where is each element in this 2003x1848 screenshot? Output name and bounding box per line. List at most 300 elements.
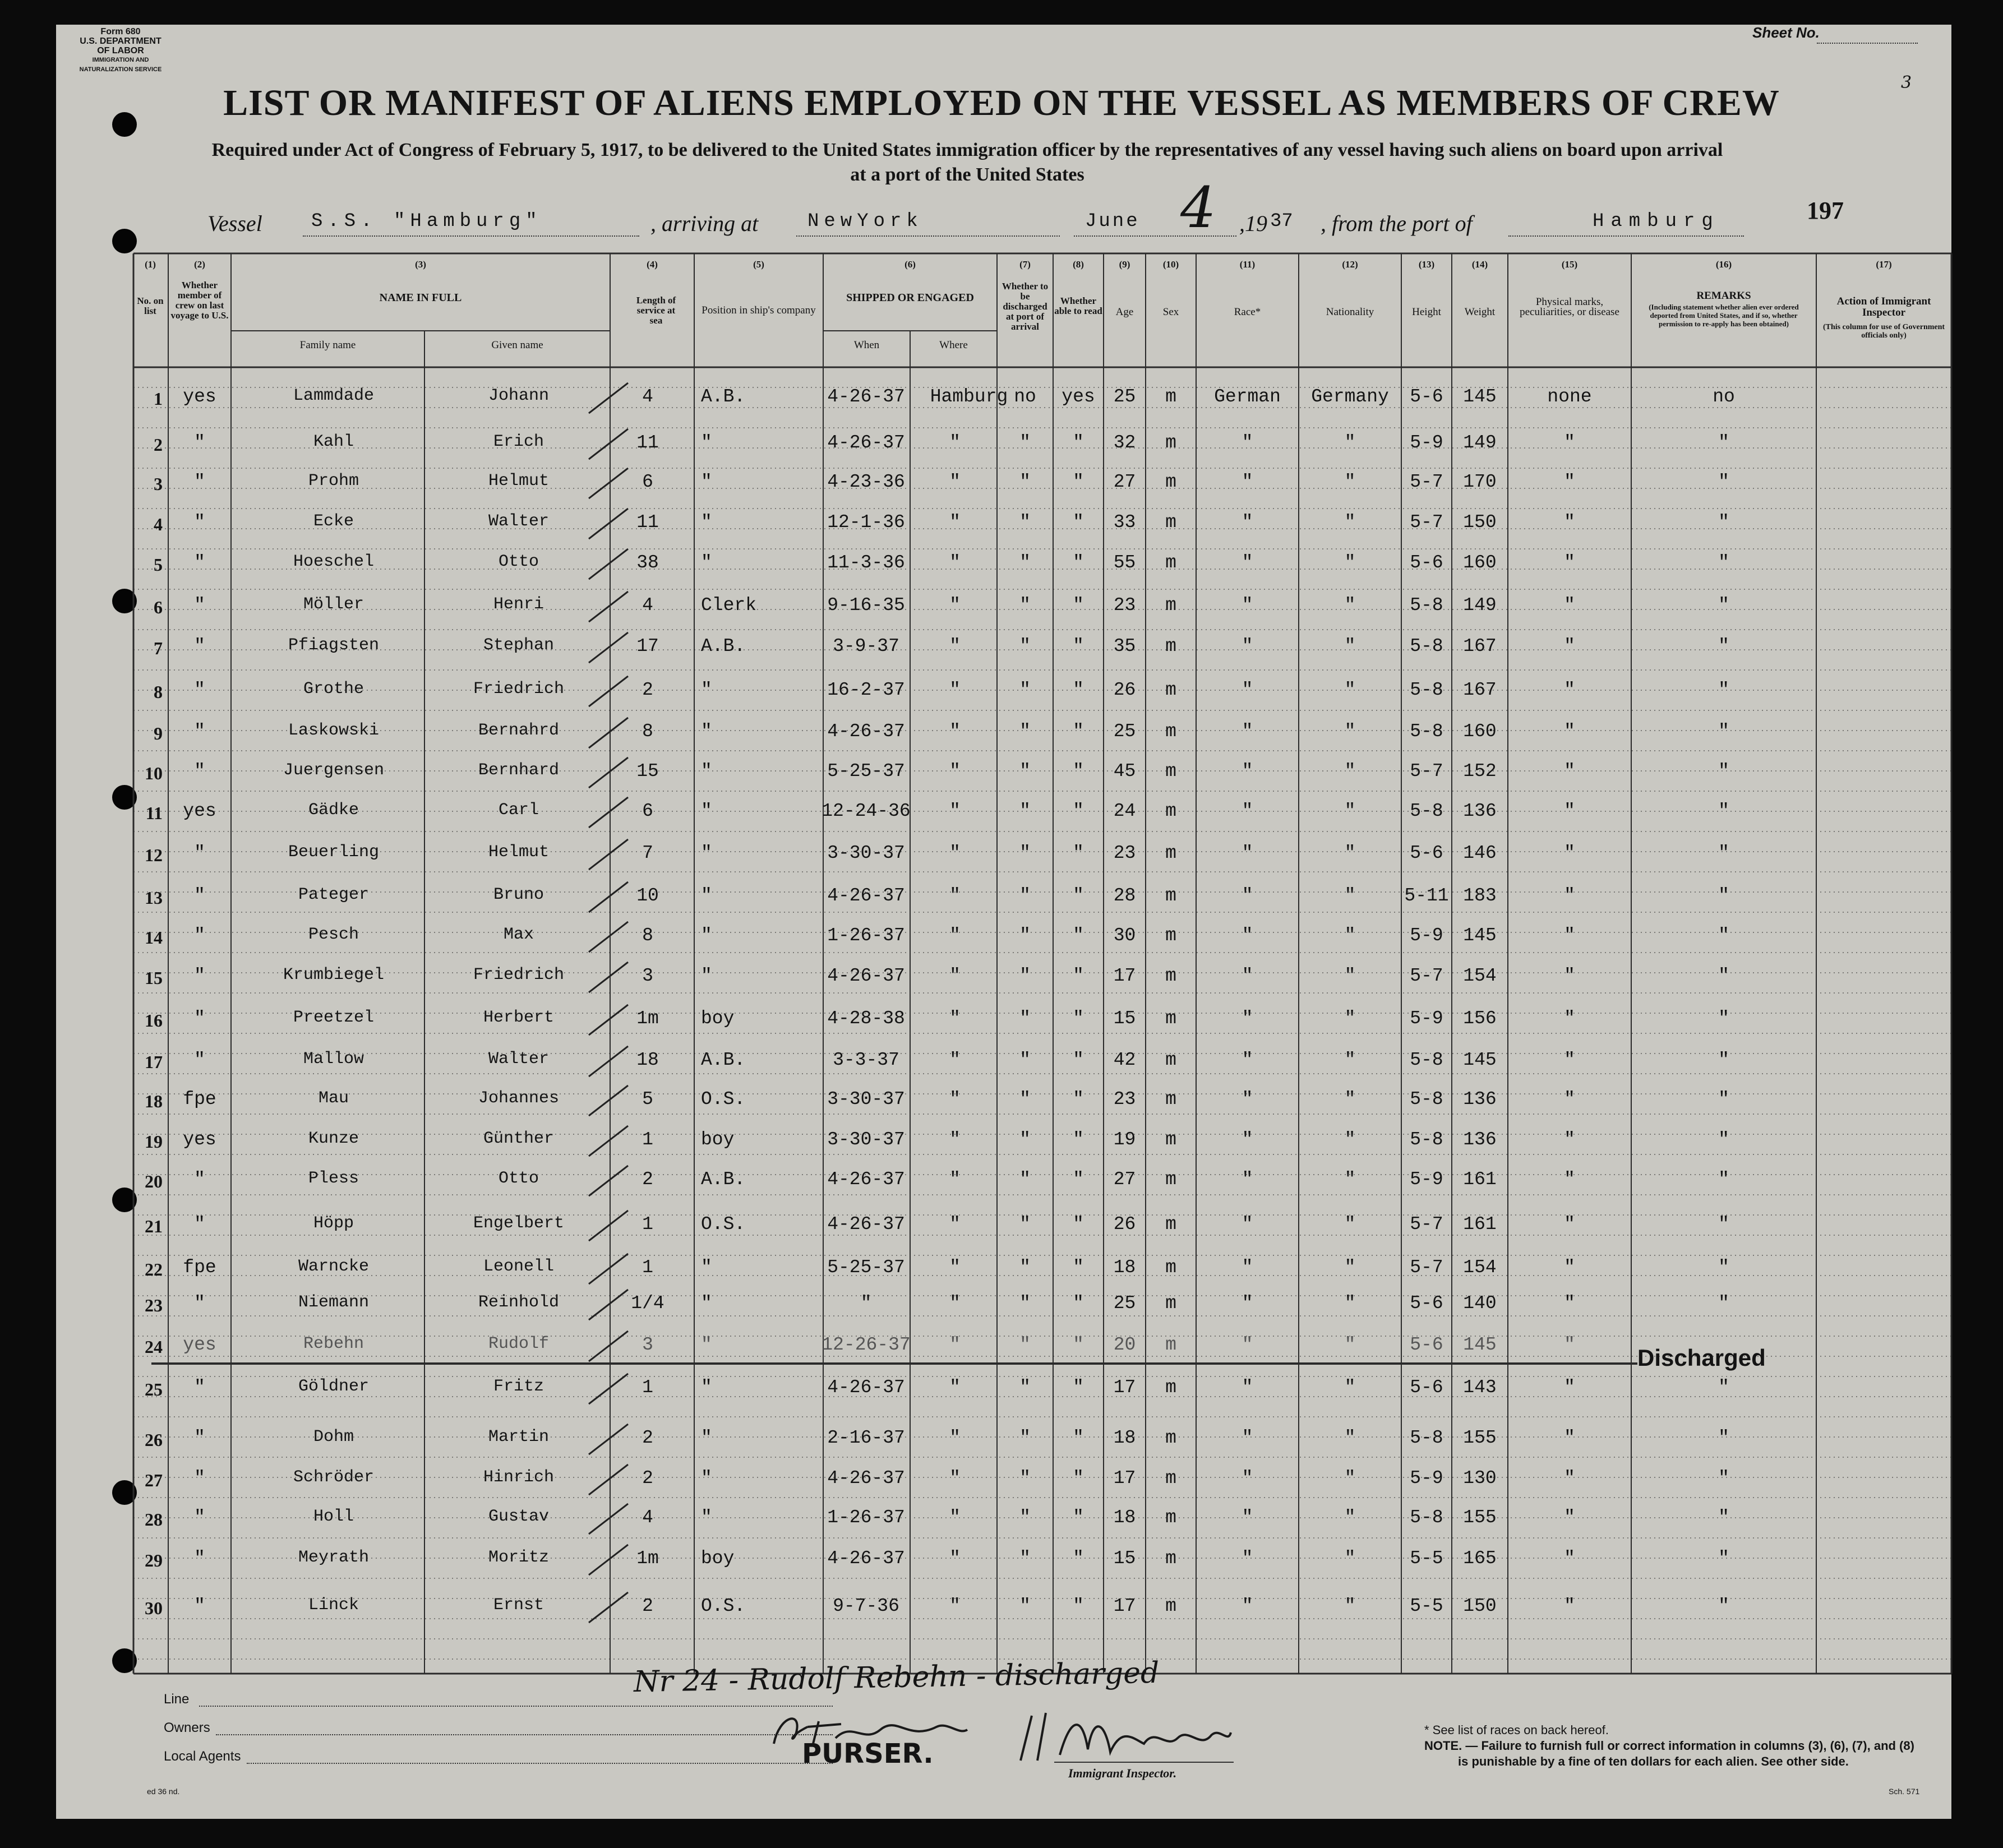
- col8-number: (8): [1073, 259, 1084, 270]
- given-name: Max: [503, 925, 534, 944]
- shipped-where: ": [949, 801, 961, 821]
- height: 5-8: [1410, 1129, 1443, 1150]
- weight: 165: [1463, 1548, 1497, 1569]
- given-name: Rudolf: [488, 1334, 550, 1353]
- weight: 161: [1463, 1214, 1497, 1235]
- age: 26: [1113, 680, 1136, 700]
- service-length: 1: [642, 1377, 653, 1398]
- age: 17: [1113, 1468, 1136, 1489]
- given-name: Stephan: [483, 636, 555, 655]
- given-name: Engelbert: [473, 1214, 565, 1233]
- col3-family-header: Family name: [299, 339, 356, 351]
- height: 5-8: [1410, 1507, 1443, 1528]
- age: 32: [1113, 432, 1136, 453]
- physical-marks: ": [1564, 1214, 1575, 1235]
- position: ": [701, 1507, 712, 1528]
- able-to-read: ": [1073, 965, 1084, 986]
- height: 5-9: [1410, 1008, 1443, 1029]
- col3-given-header: Given name: [491, 339, 543, 351]
- able-to-read: ": [1073, 1257, 1084, 1278]
- shipped-when: 2-16-37: [827, 1427, 905, 1448]
- age: 17: [1113, 1596, 1136, 1616]
- col17-number: (17): [1876, 259, 1892, 270]
- height: 5-8: [1410, 1050, 1443, 1070]
- age: 15: [1113, 1008, 1136, 1029]
- position: ": [701, 925, 712, 946]
- shipped-where: ": [949, 721, 961, 742]
- able-to-read: ": [1073, 1293, 1084, 1314]
- age: 18: [1113, 1427, 1136, 1448]
- weight: 155: [1463, 1507, 1497, 1528]
- able-to-read: ": [1073, 1468, 1084, 1489]
- position: ": [701, 680, 712, 700]
- race: ": [1242, 1334, 1253, 1355]
- position: ": [701, 1334, 712, 1355]
- position: ": [701, 552, 712, 573]
- purser-signature: [768, 1704, 970, 1755]
- shipped-where: ": [949, 1334, 961, 1355]
- service: IMMIGRATION AND NATURALIZATION SERVICE: [79, 57, 162, 73]
- col9-header: Age: [1115, 306, 1134, 318]
- given-name: Friedrich: [473, 680, 565, 699]
- given-name: Helmut: [488, 472, 550, 491]
- remarks: ": [1718, 432, 1729, 453]
- race: ": [1242, 721, 1253, 742]
- physical-marks: ": [1564, 1377, 1575, 1398]
- age: 35: [1113, 636, 1136, 657]
- shipped-when: 4-26-37: [827, 1468, 905, 1489]
- physical-marks: ": [1564, 472, 1575, 492]
- height: 5-8: [1410, 1427, 1443, 1448]
- position: ": [701, 512, 712, 533]
- position: ": [701, 1427, 712, 1448]
- able-to-read: ": [1073, 1169, 1084, 1190]
- from-port-dotted-line: [1508, 235, 1744, 237]
- height: 5-9: [1410, 1169, 1443, 1190]
- family-name: Kahl: [313, 432, 354, 451]
- shipped-where: ": [949, 1050, 961, 1070]
- weight: 149: [1463, 432, 1497, 453]
- age: 25: [1113, 386, 1136, 407]
- row-number: 20: [145, 1171, 163, 1191]
- weight: 136: [1463, 1089, 1497, 1110]
- weight: 170: [1463, 472, 1497, 492]
- shipped-when: 4-26-37: [827, 965, 905, 986]
- nationality: ": [1344, 1334, 1356, 1355]
- weight: 160: [1463, 721, 1497, 742]
- to-be-discharged: ": [1019, 1214, 1031, 1235]
- position: A.B.: [701, 636, 746, 657]
- able-to-read: yes: [1062, 386, 1095, 407]
- race: ": [1242, 636, 1253, 657]
- height: 5-6: [1410, 1377, 1443, 1398]
- inspector-line: [1054, 1762, 1234, 1763]
- remarks: ": [1718, 761, 1729, 782]
- sheet-number-value: 3: [1901, 73, 1912, 93]
- height: 5-7: [1410, 965, 1443, 986]
- remarks: ": [1718, 1427, 1729, 1448]
- shipped-where: ": [949, 1169, 961, 1190]
- to-be-discharged: ": [1019, 1427, 1031, 1448]
- to-be-discharged: ": [1019, 885, 1031, 906]
- able-to-read: ": [1073, 472, 1084, 492]
- position: ": [701, 843, 712, 863]
- crew-on-last-voyage: ": [194, 761, 205, 782]
- to-be-discharged: ": [1019, 1050, 1031, 1070]
- height: 5-9: [1410, 925, 1443, 946]
- race: ": [1242, 1050, 1253, 1070]
- remarks: ": [1718, 1468, 1729, 1489]
- nationality: ": [1344, 1050, 1356, 1070]
- nationality: ": [1344, 1427, 1356, 1448]
- row-number: 29: [145, 1550, 163, 1570]
- race: ": [1242, 432, 1253, 453]
- remarks: ": [1718, 1293, 1729, 1314]
- shipped-when: 12-26-37: [821, 1334, 911, 1355]
- physical-marks: ": [1564, 1427, 1575, 1448]
- able-to-read: ": [1073, 721, 1084, 742]
- nationality: ": [1344, 885, 1356, 906]
- crew-on-last-voyage: ": [194, 1214, 205, 1235]
- given-name: Erich: [493, 432, 544, 451]
- year-prefix: ,19: [1239, 211, 1267, 236]
- position: A.B.: [701, 1169, 746, 1190]
- purser-label: PURSER.: [802, 1738, 934, 1770]
- to-be-discharged: ": [1019, 512, 1031, 533]
- shipped-where: ": [949, 1427, 961, 1448]
- weight: 136: [1463, 801, 1497, 821]
- crew-on-last-voyage: yes: [183, 1334, 216, 1355]
- weight: 156: [1463, 1008, 1497, 1029]
- sex: m: [1165, 843, 1176, 863]
- physical-marks: ": [1564, 843, 1575, 863]
- able-to-read: ": [1073, 1507, 1084, 1528]
- given-name: Johannes: [478, 1089, 560, 1108]
- age: 25: [1113, 721, 1136, 742]
- col13-number: (13): [1418, 259, 1435, 270]
- weight: 145: [1463, 1334, 1497, 1355]
- shipped-where: ": [949, 512, 961, 533]
- sex: m: [1165, 965, 1176, 986]
- remarks: no: [1713, 386, 1735, 407]
- weight: 167: [1463, 680, 1497, 700]
- age: 23: [1113, 1089, 1136, 1110]
- crew-on-last-voyage: ": [194, 512, 205, 533]
- service-length: 7: [642, 843, 653, 863]
- age: 33: [1113, 512, 1136, 533]
- able-to-read: ": [1073, 512, 1084, 533]
- shipped-where: ": [949, 1257, 961, 1278]
- age: 25: [1113, 1293, 1136, 1314]
- sex: m: [1165, 1507, 1176, 1528]
- to-be-discharged: ": [1019, 721, 1031, 742]
- col2-header: Whether member of crew on last voyage to U.S.: [170, 280, 229, 321]
- nationality: ": [1344, 1468, 1356, 1489]
- service-length: 1: [642, 1257, 653, 1278]
- shipped-when: 4-26-37: [827, 432, 905, 453]
- sex: m: [1165, 925, 1176, 946]
- shipped-when: 4-26-37: [827, 1169, 905, 1190]
- row-number: 17: [145, 1052, 163, 1072]
- physical-marks: ": [1564, 595, 1575, 616]
- remarks: ": [1718, 1214, 1729, 1235]
- position: ": [701, 721, 712, 742]
- subtitle-line-1: Required under Act of Congress of February 5, 1917, to be delivered to the United States immigration officer by the representatives of any vessel having such aliens on board upon arrival: [211, 140, 1723, 160]
- shipped-where: ": [949, 432, 961, 453]
- height: 5-8: [1410, 636, 1443, 657]
- height: 5-8: [1410, 721, 1443, 742]
- given-name: Carl: [498, 801, 539, 820]
- able-to-read: ": [1073, 1214, 1084, 1235]
- crew-on-last-voyage: yes: [183, 801, 216, 821]
- row-number: 2: [154, 435, 163, 455]
- nationality: ": [1344, 1129, 1356, 1150]
- height: 5-7: [1410, 761, 1443, 782]
- able-to-read: ": [1073, 1089, 1084, 1110]
- crew-on-last-voyage: ": [194, 595, 205, 616]
- to-be-discharged: ": [1019, 761, 1031, 782]
- col7-header: Whether to be discharged at port of arrival: [1002, 281, 1049, 332]
- given-name: Herbert: [483, 1008, 555, 1027]
- to-be-discharged: ": [1019, 801, 1031, 821]
- physical-marks: ": [1564, 801, 1575, 821]
- to-be-discharged: ": [1019, 965, 1031, 986]
- service-length: 2: [642, 1427, 653, 1448]
- remarks: ": [1718, 1596, 1729, 1616]
- service-length: 18: [636, 1050, 659, 1070]
- race: German: [1214, 386, 1281, 407]
- race: ": [1242, 512, 1253, 533]
- given-name: Fritz: [493, 1377, 544, 1396]
- sex: m: [1165, 1293, 1176, 1314]
- able-to-read: ": [1073, 1050, 1084, 1070]
- crew-on-last-voyage: ": [194, 552, 205, 573]
- shipped-when: 4-23-36: [827, 472, 905, 492]
- race: ": [1242, 472, 1253, 492]
- position: ": [701, 472, 712, 492]
- col5-header: Position in ship's company: [701, 304, 816, 316]
- shipped-where: ": [949, 595, 961, 616]
- shipped-when: 9-7-36: [833, 1596, 899, 1616]
- physical-marks: ": [1564, 1089, 1575, 1110]
- given-name: Otto: [498, 1169, 539, 1188]
- physical-marks: ": [1564, 512, 1575, 533]
- row-number: 12: [145, 845, 163, 865]
- crew-on-last-voyage: ": [194, 965, 205, 986]
- col9-number: (9): [1119, 259, 1130, 270]
- nationality: ": [1344, 1169, 1356, 1190]
- family-name: Preetzel: [293, 1008, 375, 1027]
- weight: 155: [1463, 1427, 1497, 1448]
- able-to-read: ": [1073, 680, 1084, 700]
- row-number: 5: [154, 555, 163, 575]
- shipped-where: ": [949, 1377, 961, 1398]
- manifest-subtitle: [90, 138, 1845, 187]
- race: ": [1242, 680, 1253, 700]
- able-to-read: ": [1073, 1008, 1084, 1029]
- sheet-number-label: Sheet No.: [1752, 24, 1820, 41]
- subtitle-line-2: at a port of the United States: [850, 164, 1084, 185]
- shipped-where: ": [949, 761, 961, 782]
- weight: 145: [1463, 386, 1497, 407]
- remarks: ": [1718, 512, 1729, 533]
- service-length: 17: [636, 636, 659, 657]
- to-be-discharged: ": [1019, 1257, 1031, 1278]
- able-to-read: ": [1073, 1334, 1084, 1355]
- penalty-note-2: is punishable by a fine of ten dollars for each alien. See other side.: [1458, 1754, 1849, 1768]
- weight: 136: [1463, 1129, 1497, 1150]
- shipped-where: ": [949, 552, 961, 573]
- to-be-discharged: ": [1019, 552, 1031, 573]
- form-number: Form 680: [100, 27, 141, 36]
- service-length: 5: [642, 1089, 653, 1110]
- weight: 154: [1463, 965, 1497, 986]
- binder-hole: [112, 785, 137, 810]
- family-name: Göldner: [298, 1377, 370, 1396]
- col14-number: (14): [1471, 259, 1488, 270]
- age: 24: [1113, 801, 1136, 821]
- col7-number: (7): [1019, 259, 1031, 270]
- shipped-when: 1-26-37: [827, 925, 905, 946]
- height: 5-7: [1410, 1257, 1443, 1278]
- remarks: ": [1718, 965, 1729, 986]
- family-name: Rebehn: [303, 1334, 364, 1353]
- physical-marks: ": [1564, 1169, 1575, 1190]
- service-length: 4: [642, 1507, 653, 1528]
- vessel-name: S.S. "Hamburg": [311, 211, 542, 232]
- to-be-discharged: no: [1014, 386, 1036, 407]
- to-be-discharged: ": [1019, 1089, 1031, 1110]
- physical-marks: none: [1547, 386, 1592, 407]
- race: ": [1242, 1257, 1253, 1278]
- shipped-when: 4-26-37: [827, 386, 905, 407]
- age: 19: [1113, 1129, 1136, 1150]
- row-number: 19: [145, 1131, 163, 1152]
- crew-on-last-voyage: ": [194, 1468, 205, 1489]
- age: 18: [1113, 1507, 1136, 1528]
- crew-on-last-voyage: ": [194, 432, 205, 453]
- to-be-discharged: ": [1019, 1293, 1031, 1314]
- remarks: ": [1718, 472, 1729, 492]
- shipped-when: ": [860, 1293, 872, 1314]
- discharged-stamp: Discharged: [1637, 1345, 1766, 1371]
- port-dotted-line: [796, 235, 1060, 237]
- given-name: Leonell: [483, 1257, 555, 1276]
- row-number: 27: [145, 1470, 163, 1490]
- col3-number: (3): [415, 259, 426, 270]
- print-code: Sch. 571: [1889, 1787, 1920, 1796]
- service-length: 38: [636, 552, 659, 573]
- height: 5-8: [1410, 680, 1443, 700]
- sex: m: [1165, 801, 1176, 821]
- position: O.S.: [701, 1214, 746, 1235]
- race: ": [1242, 1293, 1253, 1314]
- nationality: ": [1344, 1008, 1356, 1029]
- weight: 145: [1463, 1050, 1497, 1070]
- col16-number: (16): [1715, 259, 1732, 270]
- vessel-dotted-line: [303, 235, 639, 237]
- crew-on-last-voyage: ": [194, 1427, 205, 1448]
- sex: m: [1165, 636, 1176, 657]
- to-be-discharged: ": [1019, 1596, 1031, 1616]
- physical-marks: ": [1564, 925, 1575, 946]
- height: 5-11: [1404, 885, 1449, 906]
- sex: m: [1165, 885, 1176, 906]
- given-name: Ernst: [493, 1596, 544, 1615]
- remarks: ": [1718, 1257, 1729, 1278]
- row-number: 6: [154, 597, 163, 617]
- able-to-read: ": [1073, 843, 1084, 863]
- remarks: ": [1718, 1169, 1729, 1190]
- family-name: Pfiagsten: [288, 636, 380, 655]
- shipped-where: ": [949, 1468, 961, 1489]
- crew-on-last-voyage: ": [194, 925, 205, 946]
- race: ": [1242, 761, 1253, 782]
- remarks: ": [1718, 636, 1729, 657]
- remarks: ": [1718, 552, 1729, 573]
- nationality: ": [1344, 843, 1356, 863]
- service-length: 2: [642, 1596, 653, 1616]
- crew-on-last-voyage: fpe: [183, 1089, 216, 1110]
- weight: 143: [1463, 1377, 1497, 1398]
- age: 17: [1113, 1377, 1136, 1398]
- to-be-discharged: ": [1019, 1507, 1031, 1528]
- sex: m: [1165, 386, 1176, 407]
- department: U.S. DEPARTMENT OF LABOR: [80, 36, 161, 56]
- to-be-discharged: ": [1019, 1377, 1031, 1398]
- position: boy: [701, 1008, 735, 1029]
- position: ": [701, 801, 712, 821]
- vessel-label: Vessel: [207, 211, 262, 236]
- sex: m: [1165, 1596, 1176, 1616]
- remarks: ": [1718, 843, 1729, 863]
- crew-on-last-voyage: ": [194, 680, 205, 700]
- race: ": [1242, 965, 1253, 986]
- sex: m: [1165, 1548, 1176, 1569]
- race: ": [1242, 1427, 1253, 1448]
- date-dotted-line: [1074, 235, 1236, 237]
- shipped-when: 4-28-38: [827, 1008, 905, 1029]
- position: ": [701, 761, 712, 782]
- able-to-read: ": [1073, 1548, 1084, 1569]
- races-note: * See list of races on back hereof.: [1424, 1723, 1609, 1737]
- to-be-discharged: ": [1019, 432, 1031, 453]
- shipped-when: 3-3-37: [833, 1050, 899, 1070]
- nationality: ": [1344, 1377, 1356, 1398]
- shipped-when: 3-30-37: [827, 1129, 905, 1150]
- handwritten-discharge-note: Nr 24 - Rudolf Rebehn - discharged: [633, 1656, 1160, 1699]
- nationality: ": [1344, 761, 1356, 782]
- height: 5-6: [1410, 386, 1443, 407]
- crew-on-last-voyage: ": [194, 1293, 205, 1314]
- shipped-when: 1-26-37: [827, 1507, 905, 1528]
- race: ": [1242, 1548, 1253, 1569]
- service-length: 8: [642, 721, 653, 742]
- sex: m: [1165, 552, 1176, 573]
- sex: m: [1165, 1089, 1176, 1110]
- height: 5-7: [1410, 512, 1443, 533]
- family-name: Juergensen: [283, 761, 385, 780]
- sheet-number-line: [1817, 43, 1918, 44]
- weight: 146: [1463, 843, 1497, 863]
- given-name: Bernahrd: [478, 721, 560, 740]
- family-name: Laskowski: [288, 721, 380, 740]
- shipped-where: ": [949, 1129, 961, 1150]
- sex: m: [1165, 432, 1176, 453]
- remarks: ": [1718, 1548, 1729, 1569]
- row-number: 28: [145, 1509, 163, 1530]
- col6-number: (6): [904, 259, 916, 270]
